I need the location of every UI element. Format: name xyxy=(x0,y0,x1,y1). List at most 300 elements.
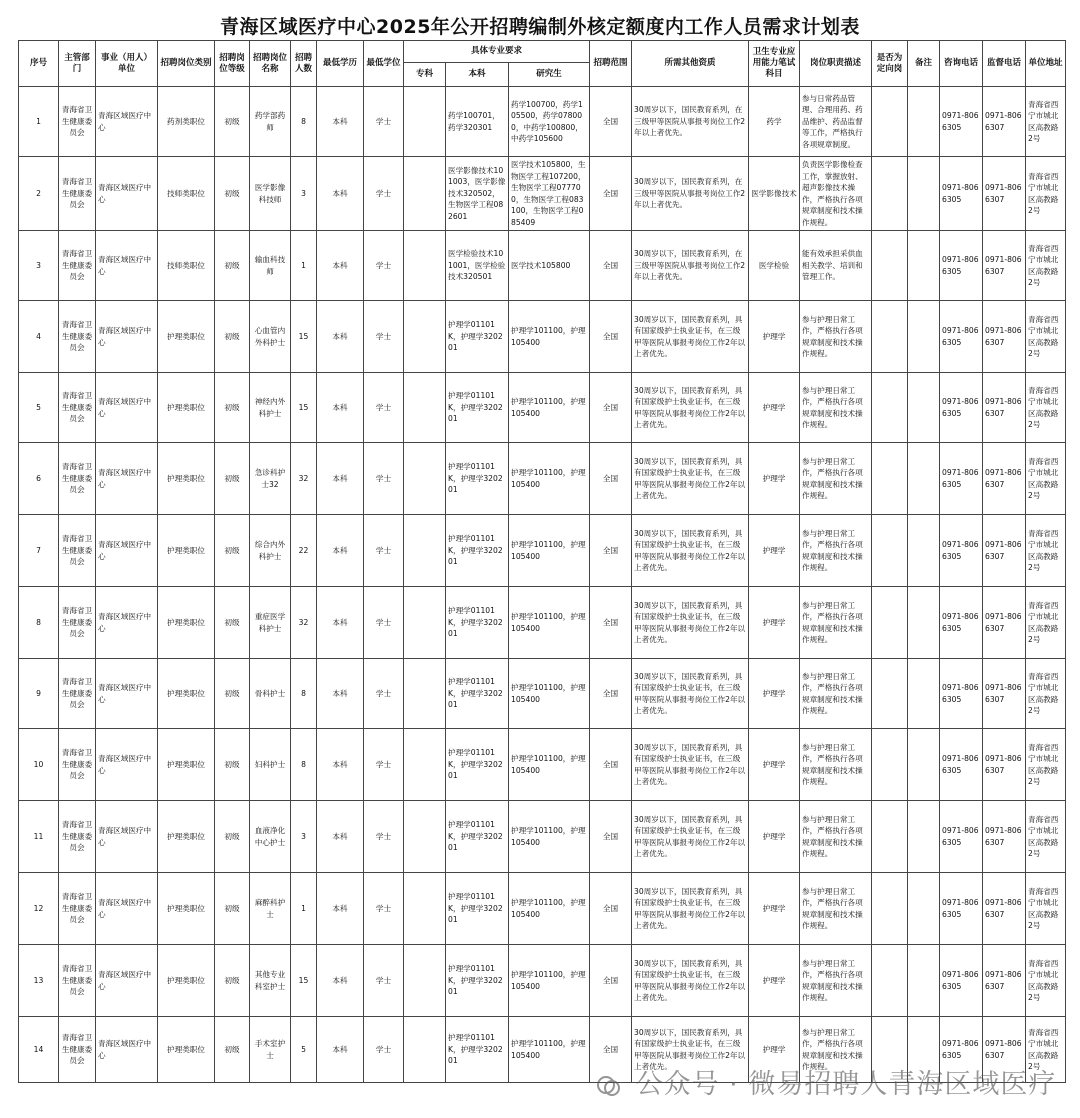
cell-bk: 护理学01101K，护理学320201 xyxy=(446,659,509,729)
table-row xyxy=(19,87,1066,157)
cell-edu: 本科 xyxy=(317,587,364,659)
cell-count: 1 xyxy=(291,873,317,945)
cell-yjs: 护理学101100，护理105400 xyxy=(509,729,590,801)
cell-post: 重症医学科护士 xyxy=(250,587,291,659)
cell-unit: 青海区域医疗中心 xyxy=(96,945,158,1017)
cell-empty xyxy=(404,659,446,729)
cell-category: 护理类职位 xyxy=(158,373,215,443)
cell-seq: 12 xyxy=(19,873,59,945)
cell-bk: 药学100701，药学320301 xyxy=(446,87,509,157)
cell-seq: 3 xyxy=(19,231,59,301)
cell-tel1: 0971-8066305 xyxy=(940,587,983,659)
cell-addr: 青海省西宁市城北区高教路2号 xyxy=(1026,231,1066,301)
cell-edu: 本科 xyxy=(317,873,364,945)
cell-unit: 青海区域医疗中心 xyxy=(96,157,158,231)
cell-exam: 护理学 xyxy=(749,587,800,659)
cell-unit: 青海区域医疗中心 xyxy=(96,87,158,157)
watermark xyxy=(596,1062,1066,1100)
cell-level: 初级 xyxy=(215,157,250,231)
cell-post: 药学部药师 xyxy=(250,87,291,157)
table-row xyxy=(19,373,1066,443)
cell-empty xyxy=(908,443,940,515)
cell-category: 护理类职位 xyxy=(158,945,215,1017)
cell-tel1: 0971-8066305 xyxy=(940,1017,983,1083)
cell-addr: 青海省西宁市城北区高教路2号 xyxy=(1026,87,1066,157)
cell-empty xyxy=(872,587,908,659)
cell-tel1: 0971-8066305 xyxy=(940,231,983,301)
cell-addr: 青海省西宁市城北区高教路2号 xyxy=(1026,373,1066,443)
cell-count: 32 xyxy=(291,587,317,659)
cell-yjs: 药学100700，药学105500，药学078000，中药学100800，中药学105600 xyxy=(509,87,590,157)
cell-empty xyxy=(872,443,908,515)
cell-post: 妇科护士 xyxy=(250,729,291,801)
cell-other: 30周岁以下，国民教育系列，具有国家级护士执业证书，在三级甲等医院从事报考岗位工作2年以上者优先。 xyxy=(632,515,749,587)
cell-addr: 青海省西宁市城北区高教路2号 xyxy=(1026,729,1066,801)
cell-other: 30周岁以下，国民教育系列，具有国家级护士执业证书，在三级甲等医院从事报考岗位工作2年以上者优先。 xyxy=(632,443,749,515)
cell-count: 3 xyxy=(291,801,317,873)
cell-addr: 青海省西宁市城北区高教路2号 xyxy=(1026,945,1066,1017)
cell-seq: 4 xyxy=(19,301,59,373)
cell-post: 神经内外科护士 xyxy=(250,373,291,443)
cell-duty: 参与护理日常工作，严格执行各项规章制度和技术操作规程。 xyxy=(800,873,872,945)
header-degree: 最低学位 xyxy=(364,41,404,87)
cell-empty xyxy=(872,801,908,873)
cell-duty: 参与护理日常工作，严格执行各项规章制度和技术操作规程。 xyxy=(800,373,872,443)
cell-count: 22 xyxy=(291,515,317,587)
cell-category: 护理类职位 xyxy=(158,873,215,945)
cell-category: 技师类职位 xyxy=(158,231,215,301)
cell-empty xyxy=(872,373,908,443)
cell-category: 护理类职位 xyxy=(158,659,215,729)
cell-addr: 青海省西宁市城北区高教路2号 xyxy=(1026,515,1066,587)
cell-other: 30周岁以下，国民教育系列，具有国家级护士执业证书，在三级甲等医院从事报考岗位工作2年以上者优先。 xyxy=(632,587,749,659)
header-category: 招聘岗位类别 xyxy=(158,41,215,87)
cell-duty: 参与护理日常工作，严格执行各项规章制度和技术操作规程。 xyxy=(800,587,872,659)
header-major-zk: 专科 xyxy=(404,63,446,87)
table-row xyxy=(19,801,1066,873)
cell-scope: 全国 xyxy=(590,873,632,945)
cell-category: 护理类职位 xyxy=(158,587,215,659)
cell-empty xyxy=(404,729,446,801)
table-row xyxy=(19,301,1066,373)
cell-tel1: 0971-8066305 xyxy=(940,443,983,515)
cell-other: 30周岁以下，国民教育系列，具有国家级护士执业证书，在三级甲等医院从事报考岗位工作2年以上者优先。 xyxy=(632,1017,749,1083)
cell-addr: 青海省西宁市城北区高教路2号 xyxy=(1026,301,1066,373)
header-count: 招聘人数 xyxy=(291,41,317,87)
cell-other: 30周岁以下，国民教育系列，在三级甲等医院从事报考岗位工作2年以上者优先。 xyxy=(632,157,749,231)
cell-empty xyxy=(872,515,908,587)
page-title: 青海区域医疗中心2025年公开招聘编制外核定额度内工作人员需求计划表 xyxy=(220,16,860,38)
cell-duty: 能有效承担采供血相关教学、培训和管理工作。 xyxy=(800,231,872,301)
cell-count: 15 xyxy=(291,945,317,1017)
cell-level: 初级 xyxy=(215,443,250,515)
cell-yjs: 护理学101100，护理105400 xyxy=(509,373,590,443)
cell-other: 30周岁以下，国民教育系列，具有国家级护士执业证书，在三级甲等医院从事报考岗位工作2年以上者优先。 xyxy=(632,945,749,1017)
table-row xyxy=(19,587,1066,659)
cell-count: 1 xyxy=(291,231,317,301)
cell-empty xyxy=(908,945,940,1017)
recruitment-plan-table xyxy=(18,40,1066,1083)
cell-other: 30周岁以下，国民教育系列，具有国家级护士执业证书，在三级甲等医院从事报考岗位工作2年以上者优先。 xyxy=(632,873,749,945)
cell-unit: 青海区域医疗中心 xyxy=(96,231,158,301)
cell-category: 护理类职位 xyxy=(158,1017,215,1083)
cell-duty: 参与护理日常工作，严格执行各项规章制度和技术操作规程。 xyxy=(800,729,872,801)
cell-post: 血液净化中心护士 xyxy=(250,801,291,873)
cell-count: 3 xyxy=(291,157,317,231)
cell-empty xyxy=(872,87,908,157)
cell-yjs: 护理学101100，护理105400 xyxy=(509,945,590,1017)
header-address: 单位地址 xyxy=(1026,41,1066,87)
cell-duty: 参与日常药品管理、合理用药、药品维护、药品监督等工作，严格执行各项规章制度。 xyxy=(800,87,872,157)
cell-post: 麻醉科护士 xyxy=(250,873,291,945)
cell-bk: 护理学01101K，护理学320201 xyxy=(446,945,509,1017)
cell-tel2: 0971-8066307 xyxy=(983,515,1026,587)
cell-yjs: 护理学101100，护理105400 xyxy=(509,873,590,945)
cell-empty xyxy=(908,157,940,231)
cell-level: 初级 xyxy=(215,373,250,443)
table-row xyxy=(19,443,1066,515)
cell-level: 初级 xyxy=(215,1017,250,1083)
header-major-bk: 本科 xyxy=(446,63,509,87)
cell-empty xyxy=(872,659,908,729)
cell-duty: 负责医学影像检查工作，掌握放射、超声影像技术操作，严格执行各项规章制度和技术操作规程。 xyxy=(800,157,872,231)
cell-addr: 青海省西宁市城北区高教路2号 xyxy=(1026,801,1066,873)
cell-exam: 医学影像技术 xyxy=(749,157,800,231)
cell-unit: 青海区域医疗中心 xyxy=(96,873,158,945)
cell-count: 8 xyxy=(291,87,317,157)
cell-degree: 学士 xyxy=(364,231,404,301)
table-row xyxy=(19,231,1066,301)
cell-yjs: 护理学101100，护理105400 xyxy=(509,1017,590,1083)
cell-dept: 青海省卫生健康委员会 xyxy=(59,945,96,1017)
cell-other: 30周岁以下，国民教育系列，具有国家级护士执业证书，在三级甲等医院从事报考岗位工作2年以上者优先。 xyxy=(632,659,749,729)
cell-post: 急诊科护士32 xyxy=(250,443,291,515)
cell-level: 初级 xyxy=(215,587,250,659)
cell-category: 护理类职位 xyxy=(158,443,215,515)
cell-level: 初级 xyxy=(215,945,250,1017)
cell-scope: 全国 xyxy=(590,729,632,801)
cell-exam: 护理学 xyxy=(749,659,800,729)
cell-empty xyxy=(404,157,446,231)
header-directional: 是否为定向岗 xyxy=(872,41,908,87)
cell-yjs: 护理学101100，护理105400 xyxy=(509,515,590,587)
cell-empty xyxy=(404,373,446,443)
cell-other: 30周岁以下，国民教育系列，具有国家级护士执业证书，在三级甲等医院从事报考岗位工作2年以上者优先。 xyxy=(632,801,749,873)
header-level: 招聘岗位等级 xyxy=(215,41,250,87)
header-seq: 序号 xyxy=(19,41,59,87)
cell-duty: 参与护理日常工作，严格执行各项规章制度和技术操作规程。 xyxy=(800,443,872,515)
cell-duty: 参与护理日常工作，严格执行各项规章制度和技术操作规程。 xyxy=(800,801,872,873)
cell-empty xyxy=(404,443,446,515)
cell-yjs: 护理学101100，护理105400 xyxy=(509,659,590,729)
cell-tel2: 0971-8066307 xyxy=(983,87,1026,157)
cell-exam: 护理学 xyxy=(749,729,800,801)
cell-edu: 本科 xyxy=(317,87,364,157)
header-consult-tel: 咨询电话 xyxy=(940,41,983,87)
cell-tel2: 0971-8066307 xyxy=(983,231,1026,301)
cell-empty xyxy=(908,587,940,659)
cell-exam: 护理学 xyxy=(749,873,800,945)
cell-tel1: 0971-8066305 xyxy=(940,157,983,231)
cell-post: 其他专业科室护士 xyxy=(250,945,291,1017)
cell-tel1: 0971-8066305 xyxy=(940,801,983,873)
cell-bk: 护理学01101K，护理学320201 xyxy=(446,373,509,443)
cell-level: 初级 xyxy=(215,659,250,729)
cell-unit: 青海区域医疗中心 xyxy=(96,587,158,659)
cell-seq: 9 xyxy=(19,659,59,729)
cell-tel2: 0971-8066307 xyxy=(983,373,1026,443)
cell-scope: 全国 xyxy=(590,1017,632,1083)
cell-dept: 青海省卫生健康委员会 xyxy=(59,659,96,729)
cell-addr: 青海省西宁市城北区高教路2号 xyxy=(1026,873,1066,945)
cell-empty xyxy=(404,801,446,873)
cell-count: 8 xyxy=(291,729,317,801)
cell-addr: 青海省西宁市城北区高教路2号 xyxy=(1026,443,1066,515)
cell-scope: 全国 xyxy=(590,587,632,659)
header-scope: 招聘范围 xyxy=(590,41,632,87)
cell-scope: 全国 xyxy=(590,301,632,373)
cell-tel2: 0971-8066307 xyxy=(983,659,1026,729)
cell-degree: 学士 xyxy=(364,373,404,443)
cell-scope: 全国 xyxy=(590,801,632,873)
cell-empty xyxy=(872,157,908,231)
cell-empty xyxy=(872,729,908,801)
cell-bk: 护理学01101K，护理学320201 xyxy=(446,873,509,945)
cell-degree: 学士 xyxy=(364,157,404,231)
cell-empty xyxy=(908,231,940,301)
cell-yjs: 护理学101100，护理105400 xyxy=(509,301,590,373)
cell-bk: 护理学01101K，护理学320201 xyxy=(446,801,509,873)
cell-bk: 医学检验技术101001，医学检验技术320501 xyxy=(446,231,509,301)
cell-degree: 学士 xyxy=(364,659,404,729)
cell-bk: 护理学01101K，护理学320201 xyxy=(446,443,509,515)
table-row xyxy=(19,945,1066,1017)
cell-empty xyxy=(404,1017,446,1083)
cell-exam: 护理学 xyxy=(749,301,800,373)
cell-dept: 青海省卫生健康委员会 xyxy=(59,801,96,873)
cell-degree: 学士 xyxy=(364,801,404,873)
cell-tel2: 0971-8066307 xyxy=(983,945,1026,1017)
cell-bk: 医学影像技术101003，医学影像技术320502，生物医学工程082601 xyxy=(446,157,509,231)
cell-edu: 本科 xyxy=(317,659,364,729)
table-row xyxy=(19,873,1066,945)
cell-degree: 学士 xyxy=(364,587,404,659)
cell-category: 护理类职位 xyxy=(158,729,215,801)
header-major-yjs: 研究生 xyxy=(509,63,590,87)
cell-tel1: 0971-8066305 xyxy=(940,945,983,1017)
cell-exam: 护理学 xyxy=(749,801,800,873)
cell-post: 骨科护士 xyxy=(250,659,291,729)
cell-count: 32 xyxy=(291,443,317,515)
cell-duty: 参与护理日常工作，严格执行各项规章制度和技术操作规程。 xyxy=(800,515,872,587)
cell-edu: 本科 xyxy=(317,801,364,873)
cell-empty xyxy=(404,301,446,373)
cell-unit: 青海区域医疗中心 xyxy=(96,301,158,373)
cell-yjs: 护理学101100，护理105400 xyxy=(509,587,590,659)
cell-yjs: 医学技术105800，生物医学工程107200，生物医学工程077700，生物医学工程083100，生物医学工程085409 xyxy=(509,157,590,231)
cell-count: 8 xyxy=(291,659,317,729)
cell-post: 心血管内外科护士 xyxy=(250,301,291,373)
header-duty: 岗位职责描述 xyxy=(800,41,872,87)
cell-level: 初级 xyxy=(215,231,250,301)
cell-scope: 全国 xyxy=(590,945,632,1017)
cell-empty xyxy=(908,729,940,801)
watermark-text: 公众号 · 微易招聘人青海区域医疗 xyxy=(635,1069,1057,1100)
cell-count: 5 xyxy=(291,1017,317,1083)
cell-empty xyxy=(872,301,908,373)
cell-duty: 参与护理日常工作，严格执行各项规章制度和技术操作规程。 xyxy=(800,945,872,1017)
cell-empty xyxy=(404,587,446,659)
cell-degree: 学士 xyxy=(364,87,404,157)
cell-tel2: 0971-8066307 xyxy=(983,873,1026,945)
cell-level: 初级 xyxy=(215,801,250,873)
cell-seq: 10 xyxy=(19,729,59,801)
cell-bk: 护理学01101K，护理学320201 xyxy=(446,587,509,659)
header-unit: 事业（用人）单位 xyxy=(96,41,158,87)
cell-tel1: 0971-8066305 xyxy=(940,659,983,729)
cell-empty xyxy=(872,945,908,1017)
cell-tel2: 0971-8066307 xyxy=(983,443,1026,515)
cell-tel1: 0971-8066305 xyxy=(940,873,983,945)
cell-dept: 青海省卫生健康委员会 xyxy=(59,87,96,157)
cell-exam: 护理学 xyxy=(749,515,800,587)
cell-yjs: 护理学101100，护理105400 xyxy=(509,443,590,515)
cell-dept: 青海省卫生健康委员会 xyxy=(59,587,96,659)
cell-empty xyxy=(404,945,446,1017)
cell-tel2: 0971-8066307 xyxy=(983,157,1026,231)
cell-dept: 青海省卫生健康委员会 xyxy=(59,729,96,801)
cell-unit: 青海区域医疗中心 xyxy=(96,373,158,443)
cell-tel1: 0971-8066305 xyxy=(940,515,983,587)
cell-tel2: 0971-8066307 xyxy=(983,587,1026,659)
cell-dept: 青海省卫生健康委员会 xyxy=(59,873,96,945)
header-edu: 最低学历 xyxy=(317,41,364,87)
cell-bk: 护理学01101K，护理学320201 xyxy=(446,1017,509,1083)
cell-exam: 医学检验 xyxy=(749,231,800,301)
cell-level: 初级 xyxy=(215,729,250,801)
cell-category: 护理类职位 xyxy=(158,801,215,873)
cell-count: 15 xyxy=(291,301,317,373)
cell-exam: 药学 xyxy=(749,87,800,157)
cell-unit: 青海区域医疗中心 xyxy=(96,443,158,515)
cell-exam: 护理学 xyxy=(749,945,800,1017)
table-row xyxy=(19,157,1066,231)
cell-degree: 学士 xyxy=(364,729,404,801)
header-other: 所需其他资质 xyxy=(632,41,749,87)
cell-degree: 学士 xyxy=(364,443,404,515)
cell-degree: 学士 xyxy=(364,873,404,945)
cell-category: 药剂类职位 xyxy=(158,87,215,157)
cell-tel2: 0971-8066307 xyxy=(983,801,1026,873)
cell-empty xyxy=(404,873,446,945)
cell-dept: 青海省卫生健康委员会 xyxy=(59,373,96,443)
cell-degree: 学士 xyxy=(364,1017,404,1083)
cell-tel2: 0971-8066307 xyxy=(983,1017,1026,1083)
cell-dept: 青海省卫生健康委员会 xyxy=(59,443,96,515)
cell-other: 30周岁以下，国民教育系列，具有国家级护士执业证书，在三级甲等医院从事报考岗位工作2年以上者优先。 xyxy=(632,729,749,801)
cell-post: 输血科技师 xyxy=(250,231,291,301)
cell-empty xyxy=(908,659,940,729)
cell-scope: 全国 xyxy=(590,659,632,729)
cell-tel1: 0971-8066305 xyxy=(940,87,983,157)
cell-edu: 本科 xyxy=(317,157,364,231)
cell-empty xyxy=(908,301,940,373)
cell-dept: 青海省卫生健康委员会 xyxy=(59,231,96,301)
table-row xyxy=(19,515,1066,587)
cell-tel1: 0971-8066305 xyxy=(940,729,983,801)
cell-seq: 1 xyxy=(19,87,59,157)
cell-post: 医学影像科技师 xyxy=(250,157,291,231)
cell-level: 初级 xyxy=(215,301,250,373)
cell-unit: 青海区域医疗中心 xyxy=(96,729,158,801)
cell-post: 手术室护士 xyxy=(250,1017,291,1083)
cell-seq: 13 xyxy=(19,945,59,1017)
cell-other: 30周岁以下，国民教育系列，具有国家级护士执业证书，在三级甲等医院从事报考岗位工作2年以上者优先。 xyxy=(632,373,749,443)
cell-unit: 青海区域医疗中心 xyxy=(96,1017,158,1083)
cell-scope: 全国 xyxy=(590,87,632,157)
table-body xyxy=(19,87,1066,1083)
cell-edu: 本科 xyxy=(317,1017,364,1083)
header-major: 具体专业要求 xyxy=(404,41,590,63)
cell-empty xyxy=(872,873,908,945)
cell-empty xyxy=(404,87,446,157)
cell-scope: 全国 xyxy=(590,373,632,443)
cell-empty xyxy=(908,373,940,443)
cell-post: 综合内外科护士 xyxy=(250,515,291,587)
cell-other: 30周岁以下，国民教育系列，具有国家级护士执业证书，在三级甲等医院从事报考岗位工作2年以上者优先。 xyxy=(632,301,749,373)
cell-category: 技师类职位 xyxy=(158,157,215,231)
table-header xyxy=(19,41,1066,87)
header-remark: 备注 xyxy=(908,41,940,87)
cell-tel1: 0971-8066305 xyxy=(940,373,983,443)
cell-other: 30周岁以下，国民教育系列，在三级甲等医院从事报考岗位工作2年以上者优先。 xyxy=(632,87,749,157)
cell-degree: 学士 xyxy=(364,301,404,373)
cell-exam: 护理学 xyxy=(749,443,800,515)
cell-edu: 本科 xyxy=(317,231,364,301)
cell-unit: 青海区域医疗中心 xyxy=(96,659,158,729)
cell-bk: 护理学01101K，护理学320201 xyxy=(446,301,509,373)
header-supervise-tel: 监督电话 xyxy=(983,41,1026,87)
cell-addr: 青海省西宁市城北区高教路2号 xyxy=(1026,157,1066,231)
cell-empty xyxy=(404,515,446,587)
cell-seq: 14 xyxy=(19,1017,59,1083)
cell-degree: 学士 xyxy=(364,945,404,1017)
cell-unit: 青海区域医疗中心 xyxy=(96,515,158,587)
cell-seq: 7 xyxy=(19,515,59,587)
cell-empty xyxy=(872,231,908,301)
cell-edu: 本科 xyxy=(317,515,364,587)
cell-empty xyxy=(908,515,940,587)
cell-duty: 参与护理日常工作，严格执行各项规章制度和技术操作规程。 xyxy=(800,659,872,729)
cell-seq: 5 xyxy=(19,373,59,443)
cell-seq: 6 xyxy=(19,443,59,515)
cell-category: 护理类职位 xyxy=(158,301,215,373)
cell-bk: 护理学01101K，护理学320201 xyxy=(446,515,509,587)
cell-edu: 本科 xyxy=(317,301,364,373)
cell-yjs: 护理学101100，护理105400 xyxy=(509,801,590,873)
cell-duty: 参与护理日常工作，严格执行各项规章制度和技术操作规程。 xyxy=(800,1017,872,1083)
cell-scope: 全国 xyxy=(590,443,632,515)
cell-tel2: 0971-8066307 xyxy=(983,301,1026,373)
cell-seq: 11 xyxy=(19,801,59,873)
cell-empty xyxy=(404,231,446,301)
cell-unit: 青海区域医疗中心 xyxy=(96,801,158,873)
cell-other: 30周岁以下，国民教育系列，在三级甲等医院从事报考岗位工作2年以上者优先。 xyxy=(632,231,749,301)
cell-seq: 8 xyxy=(19,587,59,659)
cell-empty xyxy=(908,873,940,945)
cell-edu: 本科 xyxy=(317,373,364,443)
cell-dept: 青海省卫生健康委员会 xyxy=(59,515,96,587)
